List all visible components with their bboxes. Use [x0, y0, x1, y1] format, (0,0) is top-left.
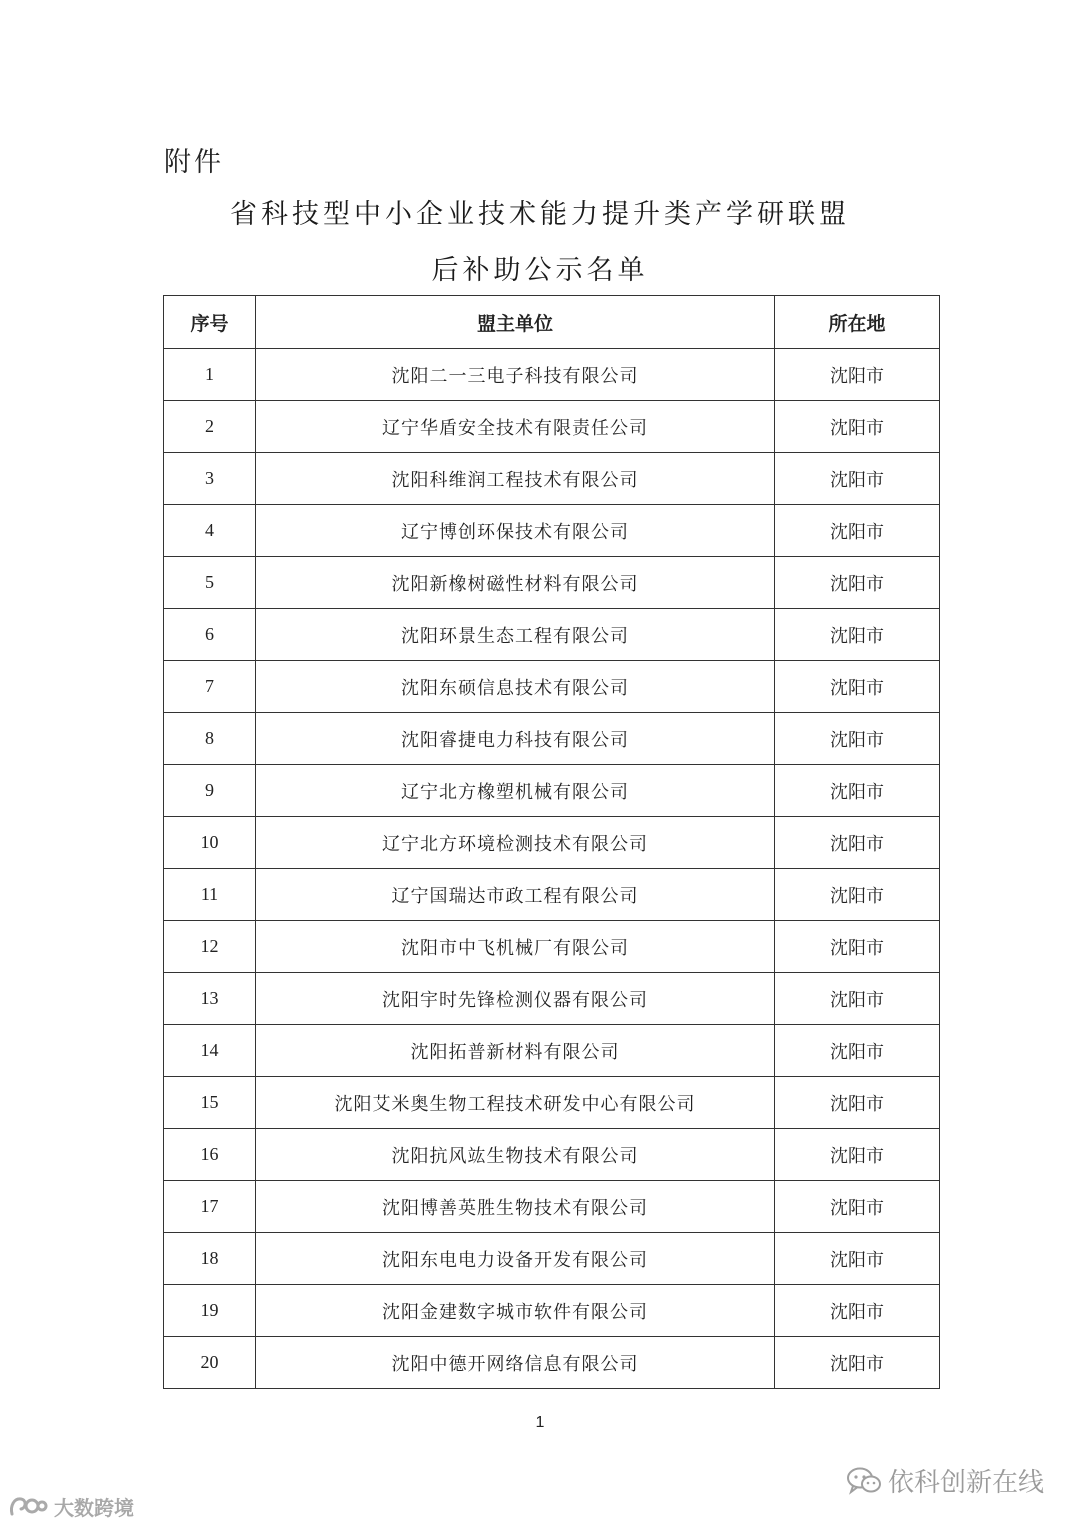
cell-leading-unit: 沈阳艾米奥生物工程技术研发中心有限公司 — [256, 1077, 775, 1129]
column-header-leading-unit: 盟主单位 — [256, 296, 775, 349]
cell-location: 沈阳市 — [775, 1285, 940, 1337]
table-row — [164, 713, 940, 765]
table-body — [164, 349, 940, 1389]
cell-seq: 19 — [164, 1285, 256, 1337]
cell-leading-unit: 沈阳科维润工程技术有限公司 — [256, 453, 775, 505]
wechat-icon — [846, 1466, 882, 1496]
table-row — [164, 817, 940, 869]
cell-leading-unit: 沈阳东电电力设备开发有限公司 — [256, 1233, 775, 1285]
table-row — [164, 869, 940, 921]
document-title-line-2: 后补助公示名单 — [431, 255, 649, 286]
cell-location: 沈阳市 — [775, 609, 940, 661]
table-row — [164, 1025, 940, 1077]
cell-location: 沈阳市 — [775, 505, 940, 557]
table-row — [164, 661, 940, 713]
cell-leading-unit: 沈阳东硕信息技术有限公司 — [256, 661, 775, 713]
column-header-location: 所在地 — [775, 296, 940, 349]
cell-leading-unit: 沈阳抗风竑生物技术有限公司 — [256, 1129, 775, 1181]
cell-leading-unit: 辽宁博创环保技术有限公司 — [256, 505, 775, 557]
cell-location: 沈阳市 — [775, 869, 940, 921]
cell-leading-unit: 沈阳环景生态工程有限公司 — [256, 609, 775, 661]
cell-seq: 1 — [164, 349, 256, 401]
cell-leading-unit: 沈阳金建数字城市软件有限公司 — [256, 1285, 775, 1337]
cell-seq: 4 — [164, 505, 256, 557]
cell-seq: 14 — [164, 1025, 256, 1077]
cell-seq: 2 — [164, 401, 256, 453]
cell-leading-unit: 沈阳新橡树磁性材料有限公司 — [256, 557, 775, 609]
cell-seq: 15 — [164, 1077, 256, 1129]
table-row — [164, 1337, 940, 1389]
cell-location: 沈阳市 — [775, 453, 940, 505]
table-row — [164, 1233, 940, 1285]
cell-location: 沈阳市 — [775, 1337, 940, 1389]
cell-seq: 3 — [164, 453, 256, 505]
cell-seq: 10 — [164, 817, 256, 869]
cell-location: 沈阳市 — [775, 817, 940, 869]
cell-location: 沈阳市 — [775, 1077, 940, 1129]
watermark-right — [846, 1462, 1044, 1499]
cell-location: 沈阳市 — [775, 349, 940, 401]
watermark-left-text: 大数跨境 — [54, 1496, 134, 1520]
table-header-row — [164, 296, 940, 349]
table-row — [164, 921, 940, 973]
cell-location: 沈阳市 — [775, 973, 940, 1025]
alliance-list-table — [163, 295, 940, 1389]
table-row — [164, 1129, 940, 1181]
watermark-right-text: 依科创新在线 — [887, 1468, 1044, 1498]
cell-seq: 6 — [164, 609, 256, 661]
cell-location: 沈阳市 — [775, 1025, 940, 1077]
cell-leading-unit: 沈阳市中飞机械厂有限公司 — [256, 921, 775, 973]
table-row — [164, 765, 940, 817]
cell-seq: 9 — [164, 765, 256, 817]
cell-location: 沈阳市 — [775, 557, 940, 609]
cell-location: 沈阳市 — [775, 713, 940, 765]
table-row — [164, 1181, 940, 1233]
cell-seq: 18 — [164, 1233, 256, 1285]
table-row — [164, 1077, 940, 1129]
table-row — [164, 401, 940, 453]
cell-leading-unit: 沈阳睿捷电力科技有限公司 — [256, 713, 775, 765]
cell-seq: 8 — [164, 713, 256, 765]
cell-leading-unit: 辽宁北方橡塑机械有限公司 — [256, 765, 775, 817]
table-row — [164, 505, 940, 557]
cell-location: 沈阳市 — [775, 1129, 940, 1181]
cell-leading-unit: 辽宁国瑞达市政工程有限公司 — [256, 869, 775, 921]
table-row — [164, 453, 940, 505]
cell-location: 沈阳市 — [775, 661, 940, 713]
table-row — [164, 1285, 940, 1337]
watermark-left — [8, 1492, 134, 1521]
table-row — [164, 349, 940, 401]
cell-leading-unit: 沈阳宇时先锋检测仪器有限公司 — [256, 973, 775, 1025]
cell-location: 沈阳市 — [775, 1233, 940, 1285]
cell-location: 沈阳市 — [775, 1181, 940, 1233]
cell-leading-unit: 辽宁华盾安全技术有限责任公司 — [256, 401, 775, 453]
cell-leading-unit: 沈阳中德开网络信息有限公司 — [256, 1337, 775, 1389]
cell-leading-unit: 沈阳拓普新材料有限公司 — [256, 1025, 775, 1077]
cell-seq: 5 — [164, 557, 256, 609]
page-number: 1 — [535, 1414, 545, 1431]
cell-seq: 11 — [164, 869, 256, 921]
cell-location: 沈阳市 — [775, 921, 940, 973]
brand-logo-icon — [8, 1494, 48, 1520]
cell-location: 沈阳市 — [775, 401, 940, 453]
cell-seq: 13 — [164, 973, 256, 1025]
cell-seq: 17 — [164, 1181, 256, 1233]
cell-seq: 20 — [164, 1337, 256, 1389]
cell-seq: 7 — [164, 661, 256, 713]
document-title-line-1: 省科技型中小企业技术能力提升类产学研联盟 — [230, 199, 850, 230]
table-row — [164, 973, 940, 1025]
table-row — [164, 609, 940, 661]
column-header-seq: 序号 — [164, 296, 256, 349]
cell-location: 沈阳市 — [775, 765, 940, 817]
table-row — [164, 557, 940, 609]
cell-seq: 12 — [164, 921, 256, 973]
cell-leading-unit: 辽宁北方环境检测技术有限公司 — [256, 817, 775, 869]
cell-leading-unit: 沈阳二一三电子科技有限公司 — [256, 349, 775, 401]
cell-leading-unit: 沈阳博善英胜生物技术有限公司 — [256, 1181, 775, 1233]
cell-seq: 16 — [164, 1129, 256, 1181]
attachment-label: 附件 — [164, 147, 224, 178]
